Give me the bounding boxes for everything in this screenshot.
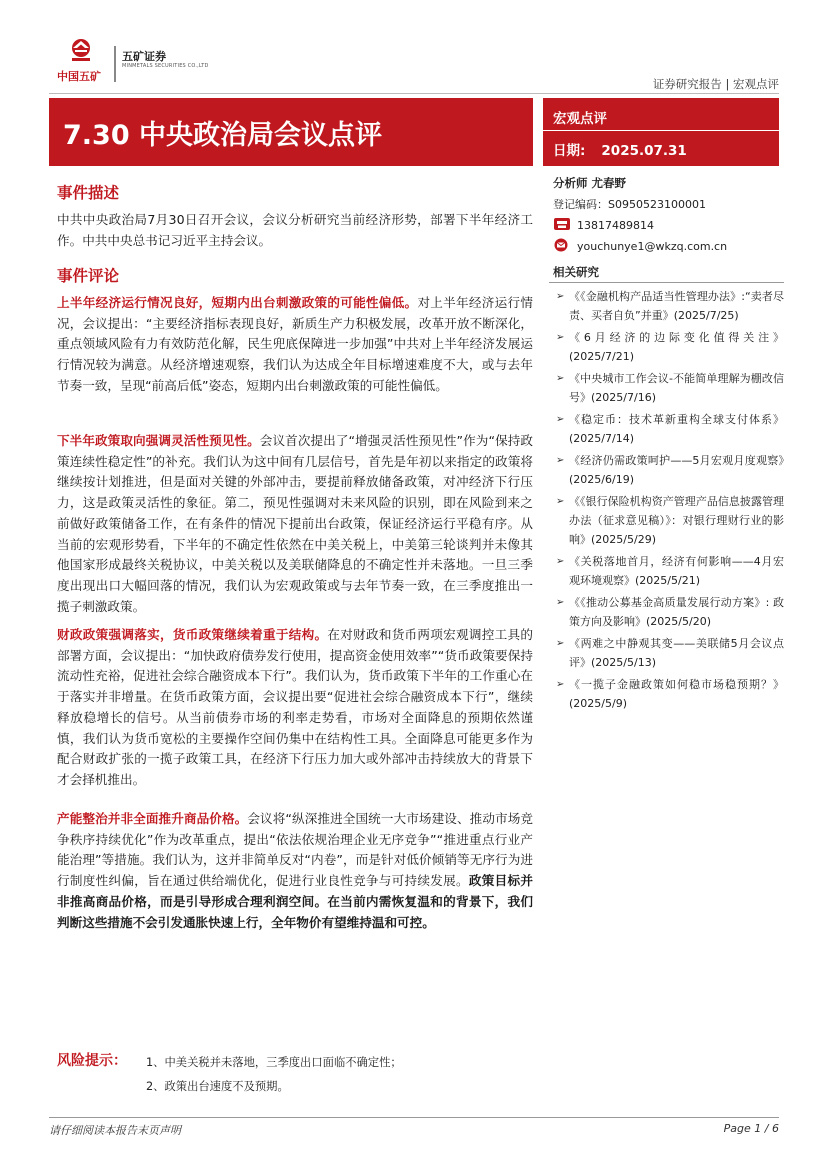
related-item[interactable]: ➢ 《《推动公募基金高质量发展行动方案》: 政策方向及影响》(2025/5/20) bbox=[556, 593, 784, 631]
related-item[interactable]: ➢ 《两难之中静观其变——美联储5月会议点评》(2025/5/13) bbox=[556, 634, 784, 672]
minmetals-logo-icon bbox=[68, 38, 94, 62]
date-label: 日期: bbox=[553, 143, 586, 159]
paragraph-3-text: 在对财政和货币两项宏观调控工具的部署方面，会议提出：“加快政府债券发行使用，提高资金使用效率”“货币政策要保持流动性充裕，促进社会综合融资成本下行”。我们认为，货币政策下半年的工作重心在于落实并非增量。在货币政策方面，会议提出要“促进社会综合融资成本下行”，继续释放稳增长的信号。从当前债券市场的利率走势看，市场对全面降息的预期依然谨慎，我们认为货币宽松的主要操作空间仍集中在结构性工具。全面降息可能更多作为配合财政扩张的一揽子政策工具，在经济下行压力加大或外部冲击持续放大的背景下才会择机推出。 bbox=[57, 627, 534, 787]
analyst-phone bbox=[553, 217, 654, 232]
comment-paragraph-2 bbox=[57, 431, 533, 617]
paragraph-3-lead: 财政政策强调落实，货币政策继续着重于结构。 bbox=[57, 627, 328, 642]
paragraph-4-lead: 产能整治并非全面推升商品价格。 bbox=[57, 811, 248, 826]
paragraph-4-conclusion: 政策目标并非推高商品价格，而是引导形成合理利润空间。在当前内需恢复温和的背景下，我们判断这些措施不会引发通胀快速上行，全年物价有望维持温和可控。 bbox=[57, 873, 534, 930]
analyst-email bbox=[553, 238, 727, 253]
arrow-icon: ➢ bbox=[556, 496, 565, 507]
footer-disclaimer[interactable]: 请仔细阅读本报告末页声明 bbox=[49, 1124, 181, 1137]
risk-item-1: 1、中美关税并未落地，三季度出口面临不确定性； bbox=[146, 1056, 402, 1069]
arrow-icon: ➢ bbox=[556, 373, 565, 384]
report-type-label: 证券研究报告 | 宏观点评 bbox=[652, 77, 779, 91]
paragraph-2-text: 会议首次提出了“增强灵活性预见性”作为“保持政策连续性稳定性”的补充。我们认为这中间有几层信号，首先是年初以来指定的政策将继续按计划推进，但是面对关键的外部冲击，要提前释放储备政策，对冲经济下行压力，这是政策灵活性的象征。第二，预见性强调对未来风险的识别，即在风险到来之前做好政策储备工作，在有条件的情况下提前出台政策，保证经济运行平稳有序。从当前的宏观形势看，下半年的不确定性依然在中美关税上，中美第三轮谈判并未像其他国家形成最终关税协议，中美关税以及美联储降息的不确定性并未落地。一旦三季度出现出口大幅回落的情况，我们认为宏观政策或与去年节奏一致，在三季度推出一揽子刺激政策。 bbox=[57, 433, 534, 614]
related-research-heading: 相关研究 bbox=[553, 265, 599, 279]
logo-divider bbox=[114, 46, 116, 82]
header-rule bbox=[49, 93, 779, 94]
related-item[interactable]: ➢ 《一揽子金融政策如何稳市场稳预期？》(2025/5/9) bbox=[556, 675, 784, 713]
footer-rule bbox=[49, 1117, 779, 1118]
risk-item-2: 2、政策出台速度不及预期。 bbox=[146, 1080, 289, 1093]
section-heading-comment: 事件评论 bbox=[57, 267, 120, 285]
phone-number: 13817489814 bbox=[577, 219, 654, 232]
arrow-icon: ➢ bbox=[556, 597, 565, 608]
related-item[interactable]: ➢ 《中央城市工作会议-不能简单理解为棚改信号》(2025/7/16) bbox=[556, 369, 784, 407]
related-item[interactable]: ➢ 《稳定币：技术革新重构全球支付体系》(2025/7/14) bbox=[556, 410, 784, 448]
related-research-list bbox=[556, 287, 784, 713]
related-item[interactable]: ➢ 《经济仍需政策呵护——5月宏观月度观察》(2025/6/19) bbox=[556, 451, 784, 489]
report-title: 7.30 中央政治局会议点评 bbox=[63, 120, 383, 151]
section-heading-event: 事件描述 bbox=[57, 184, 120, 202]
related-research-rule bbox=[549, 282, 784, 283]
brand-name: 五矿证券 bbox=[122, 50, 166, 63]
comment-paragraph-1 bbox=[57, 293, 533, 397]
email-address[interactable]: youchunye1@wkzq.com.cn bbox=[577, 240, 728, 253]
page-number: Page 1 / 6 bbox=[723, 1122, 779, 1135]
related-item[interactable]: ➢ 《6月经济的边际变化值得关注》(2025/7/21) bbox=[556, 328, 784, 366]
paragraph-1-text: 对上半年经济运行情况，会议提出：“主要经济指标表现良好，新质生产力积极发展，改革开放不断深化，重点领域风险有力有效防范化解，民生兜底保障进一步加强”中共对上半年经济发展运行情况较为满意。从经济增速观察，我们认为达成全年目标增速难度不大，或与去年节奏一致，呈现“前高后低”姿态，短期内出台刺激政策的可能性偏低。 bbox=[57, 295, 534, 393]
arrow-icon: ➢ bbox=[556, 291, 565, 302]
report-category: 宏观点评 bbox=[553, 111, 607, 127]
phone-icon bbox=[553, 217, 571, 231]
risk-label: 风险提示： bbox=[57, 1053, 127, 1069]
date-value: 2025.07.31 bbox=[601, 143, 687, 159]
arrow-icon: ➢ bbox=[556, 455, 565, 466]
brand-subtitle: MINMETALS SECURITIES CO.,LTD bbox=[122, 63, 209, 69]
arrow-icon: ➢ bbox=[556, 679, 565, 690]
arrow-icon: ➢ bbox=[556, 556, 565, 567]
category-banner bbox=[543, 98, 779, 166]
report-date bbox=[553, 139, 687, 159]
paragraph-1-lead: 上半年经济运行情况良好，短期内出台刺激政策的可能性偏低。 bbox=[57, 295, 418, 310]
mail-icon bbox=[553, 238, 571, 252]
banner-divider bbox=[543, 130, 779, 131]
company-name-cn: 中国五矿 bbox=[57, 70, 101, 83]
comment-paragraph-4 bbox=[57, 809, 533, 933]
arrow-icon: ➢ bbox=[556, 414, 565, 425]
event-description: 中共中央政治局7月30日召开会议，会议分析研究当前经济形势，部署下半年经济工作。中共中央总书记习近平主持会议。 bbox=[57, 212, 533, 248]
company-logo bbox=[50, 38, 209, 88]
related-item[interactable]: ➢ 《《金融机构产品适当性管理办法》:“卖者尽责、买者自负”并重》(2025/7/25) bbox=[556, 287, 784, 325]
paragraph-2-lead: 下半年政策取向强调灵活性预见性。 bbox=[57, 433, 260, 448]
title-banner bbox=[49, 98, 533, 166]
related-item[interactable]: ➢ 《关税落地首月，经济有何影响——4月宏观环境观察》(2025/5/21) bbox=[556, 552, 784, 590]
analyst-name: 分析师 尤春野 bbox=[553, 176, 627, 190]
comment-paragraph-3 bbox=[57, 625, 533, 791]
arrow-icon: ➢ bbox=[556, 332, 565, 343]
arrow-icon: ➢ bbox=[556, 638, 565, 649]
paragraph-4-text: 会议将“纵深推进全国统一大市场建设、推动市场竞争秩序持续优化”作为改革重点，提出“依法依规治理企业无序竞争”“推进重点行业产能治理”等措施。我们认为，这并非简单反对“内卷”，而是针对低价倾销等无序行为进行制度性纠偏，旨在通过供给端优化，促进行业良性竞争与可持续发展。 bbox=[57, 811, 533, 889]
related-item[interactable]: ➢ 《《银行保险机构资产管理产品信息披露管理办法（征求意见稿）》：对银行理财行业的影响》(2025/5/29) bbox=[556, 492, 784, 549]
analyst-registration: 登记编码：S0950523100001 bbox=[553, 198, 706, 211]
